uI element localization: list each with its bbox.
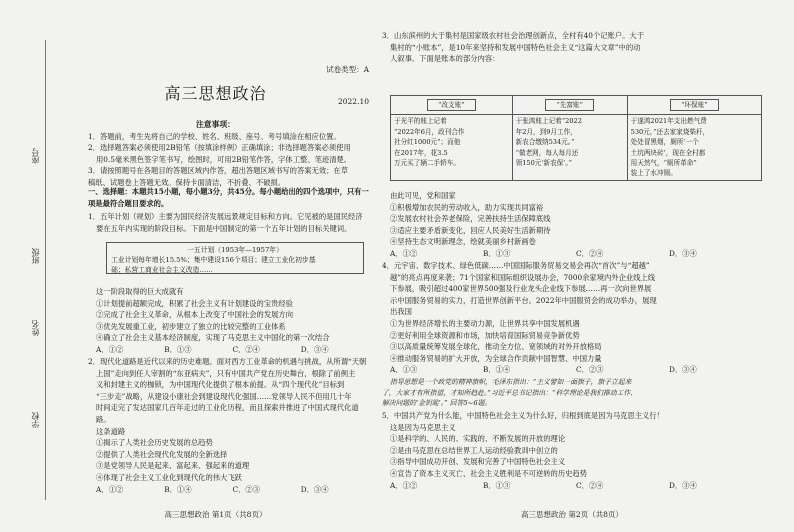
q4-line: 越”的亮点再度来袭；71个国家和国际组织设展办会，7000余家境内外企业线上线 [390, 272, 656, 282]
q4-line: 示中国服务贸易的实力，打造世界创新平台。2022年中国服贸会的成功举办，展现 [390, 295, 657, 305]
q3-line: 人叙事。下面是账本的部分内容： [390, 54, 500, 64]
spine-school-label: 学校 [31, 412, 40, 428]
notes-section [88, 119, 369, 189]
q3-line: 3．山东滨州的大于集村是国家级农村社会治理创新点，全村有40个记账户。大于 [382, 31, 645, 40]
q4-option: ③以高质量统筹发展全球化，推动全方位、宽领域的对外开放格局 [390, 342, 602, 352]
right-column [382, 0, 762, 532]
choice-a[interactable]: A．①② [390, 480, 418, 490]
left-column [62, 0, 369, 532]
q5-option: ②是由马克思在总结世界工人运动经验教训中创立的 [390, 445, 558, 455]
question-5 [382, 410, 762, 491]
question-1 [88, 211, 369, 234]
spine-seat-label: 座号 [31, 148, 40, 164]
q3-option: ④坚持生态文明新理念，绘就美丽乡村新画卷 [390, 237, 536, 247]
choice-d[interactable]: D．③④ [669, 480, 697, 490]
table-cell: 于张鸿账上记着“2022 年2月，到9月工作， 新农合缴纳534元。” “做老网，每人每月还 领150元‘新农保’。” [512, 115, 627, 180]
q4-line: 出我国 [390, 307, 412, 317]
q2-option: ①揭示了人类社会历史发展的总趋势 [96, 438, 213, 448]
q3-body [382, 190, 762, 260]
choice-a[interactable]: A．①② [96, 484, 124, 494]
q2-option: ②提供了人类社会现代化发展的全新选择 [96, 449, 228, 459]
choice-d[interactable]: D．③④ [669, 248, 697, 258]
q5-option: ①是科学的、人民的、实践的、不断发展的开放的理论 [390, 434, 566, 444]
table-header: “改支账” [391, 96, 513, 115]
choice-c[interactable]: C．②④ [232, 344, 260, 354]
quote-line: 指导思想是一个政党的精神旗帜，毛泽东指出：“主义譬如一面旗子，旗子立起来 [390, 378, 632, 386]
q1-option: ①计划提前超额完成，积累了社会主义有计划建设的宝贵经验 [96, 298, 294, 308]
spine-name-label: 姓名 [31, 320, 40, 336]
q3-option: ①积极增加农民的劳动收入，助力实现共同富裕 [390, 202, 544, 212]
choice-b[interactable]: B．①③ [483, 248, 511, 258]
q4-option: ④推动服务贸易的扩大开放，为全球合作贡献中国智慧、中国力量 [390, 353, 602, 363]
choice-a[interactable]: A．①② [390, 248, 418, 258]
q3-line: 集村的“小账本”，是10年来坚持和发展中国特色社会主义“这篇大文章”中的动 [390, 42, 641, 52]
notes-heading: 注意事项： [196, 120, 235, 129]
q5-line: 5．中国共产党为什么能，中国特色社会主义为什么好，归根到底是因为马克思主义行！ [382, 411, 664, 420]
q2-choices [88, 484, 369, 496]
quote-passage [382, 377, 762, 409]
ledger-table [390, 95, 762, 181]
choice-b[interactable]: B．①④ [483, 365, 511, 375]
table-header: “先富账” [512, 96, 627, 115]
q3-stem: 由此可见，党和国家 [390, 191, 456, 200]
choice-b[interactable]: B．①③ [483, 480, 511, 490]
note-line: 3．请按照题号在各题目的答题区域内作答，超出答题区域书写的答案无效；在草 [88, 166, 349, 176]
q1-plan-box [106, 242, 364, 274]
choice-d[interactable]: D．③④ [300, 344, 329, 354]
q1-box-line: 工业计划每年增长15.5%；集中建设156个项目；建立工业化初步基 [111, 256, 316, 264]
choice-c[interactable]: C．②④ [576, 248, 604, 258]
choice-c[interactable]: C．②③ [576, 365, 604, 375]
q1-box-line: 础；私营工商业社会主义改造…… [111, 266, 213, 274]
choice-d[interactable]: D．③④ [669, 365, 697, 375]
choice-b[interactable]: B．①④ [164, 484, 192, 494]
q4-line: 下参展，吸引超过400家世界500强及行业龙头企业线下参展……再一次向世界展 [390, 284, 652, 294]
choice-a[interactable]: A．①③ [390, 365, 418, 375]
question-2 [88, 356, 369, 495]
exam-date: 2022.10 [337, 97, 369, 106]
q3-option: ②发展农村社会养老保险，完善扶持生活保障底线 [390, 214, 551, 224]
note-line: 用0.5毫米黑色签字笔书写，绘图时，可用2B铅笔作答，字体工整、笔迹清楚。 [96, 154, 352, 164]
spine-line [45, 40, 46, 500]
question-3 [382, 30, 762, 65]
q4-line: 4．元宇宙、数字技术、绿色低碳……中国国际服务贸易交易会再次“首次”与“超越” [382, 261, 650, 270]
q5-option: ③指导中国成功开创、发展和完善了中国特色社会主义 [390, 457, 566, 467]
choice-d[interactable]: D．③④ [300, 484, 329, 494]
q1-option: ④确立了社会主义基本经济制度，实现了马克思主义中国化的第一次结合 [96, 333, 330, 343]
q1-choices [88, 344, 369, 356]
q2-line: 义和封建主义的枷锁，为中国现代化提供了根本前提。从“四个现代化”目标到 [96, 380, 345, 390]
choice-c[interactable]: C．②④ [576, 480, 604, 490]
q1-option: ③优先发展重工业，初步建立了独立的比较完整的工业体系 [96, 321, 286, 331]
paper-type: 试卷类型：A [326, 65, 369, 74]
q5-choices [382, 480, 762, 492]
q5-line: 这是因为马克思主义 [390, 422, 456, 432]
q3-option: ③适应主要矛盾新变化，回应人民美好生活新期待 [390, 225, 551, 235]
choice-a[interactable]: A．①② [96, 344, 124, 354]
q1-stem: 这一阶段取得的巨大成就有 [96, 287, 184, 296]
q3-choices [382, 248, 762, 260]
q4-option: ①为世界经济增长的主要动力源，让世界共享中国发展机遇 [390, 318, 580, 328]
table-cell: 于遂鸿2021年支出燃气费 530元，”还去家家烧柴秆， 处处冒黑烟，厕所‘一个 土坑两块砖’，现在全村都 用天然气，“厕所革命” 装上了水冲厕。 [627, 115, 761, 180]
q1-line: 1．五年计划（规划）主要为国民经济发展远景规定目标和方向。它见被的是国民经济 [88, 212, 363, 221]
page-footer-right: 高三思想政治 第2页（共8页） [521, 510, 623, 519]
spine-class-label: 班级 [31, 248, 40, 264]
q1-box-title: 一五计划（1953年—1957年） [187, 246, 283, 254]
q1-body [88, 286, 369, 356]
question-4 [382, 260, 762, 376]
q2-line: 2．现代化道路是近代以来的历史难题。面对西方工业革命的机遇与挑战，从所谓“天朝 [88, 357, 367, 366]
q5-option: ④宣告了资本主义灭亡、社会主义胜利是不可逆转的历史趋势 [390, 468, 588, 478]
choice-c[interactable]: C．②③ [232, 484, 260, 494]
note-line: 2．选择题答案必须使用2B铅笔（按填涂样例）正确填涂；非选择题答案必须使用 [88, 143, 351, 153]
table-cell: 于光平的账上记着 “2022年6月，政刊合作 社分红1000元”；而他 在2017年，花3.5 万元买了辆二手轿车。 [391, 115, 513, 180]
table-header: “环保账” [627, 96, 761, 115]
binding-spine [0, 0, 62, 532]
choice-b[interactable]: B．①③ [164, 344, 192, 354]
q2-line: “三步走”战略，从建设小康社会到建设现代化强国……党领导人民不但用几十年 [96, 391, 352, 401]
q2-option: ③是党领导人民是起来、富起来、强起来的道理 [96, 461, 250, 471]
note-line: 稿纸、试题卷上答题无效。保持卡面清洁，不折叠、不破损。 [88, 177, 286, 187]
q2-stem: 这条道路 [96, 426, 126, 436]
q4-choices [382, 364, 762, 376]
page-footer-left: 高三思想政治 第1页（共8页） [164, 510, 267, 519]
q1-option: ②完成了社会主义革命，从根本上改变了中国社会的发展方向 [96, 310, 294, 320]
q1-line: 要在五年内实现的阶段目标。下面是中国制定的第一个五年计划的目标关键词。 [96, 223, 352, 233]
page-title: 高三思想政治 [164, 84, 267, 103]
q4-option: ②更好利用全球资源和市场，加快培育国际贸易竞争新优势 [390, 330, 580, 340]
q2-line: 上国”走向到任人宰割的“东亚病夫”，只有中国共产党在历史舞台，根除了前例主 [96, 368, 356, 378]
q2-line: 时间走完了发达国家几百年走过的工业化历程，而且探索并推进了中国式现代化道路。 [96, 403, 359, 424]
quote-line: 解决问题的‘金钥匙’。” 回答5~6题。 [382, 399, 492, 408]
q2-option: ④体现了社会主义工业化到现代化的伟大飞跃 [96, 472, 242, 482]
quote-line: 了，大家才有所指望，才知所趋赴。”习近平总书记指出：“科学理论是我们推动工作、 [382, 388, 638, 397]
note-line: 1．答题前，考生先将自己的学校、姓名、班级、座号、考号填涂在相应位置。 [88, 131, 341, 141]
section-heading: 一、选择题：本题共15小题，每小题3分，共45分。每小题给出的四个选项中，只有一项是最符合题目要求的。 [88, 187, 369, 208]
